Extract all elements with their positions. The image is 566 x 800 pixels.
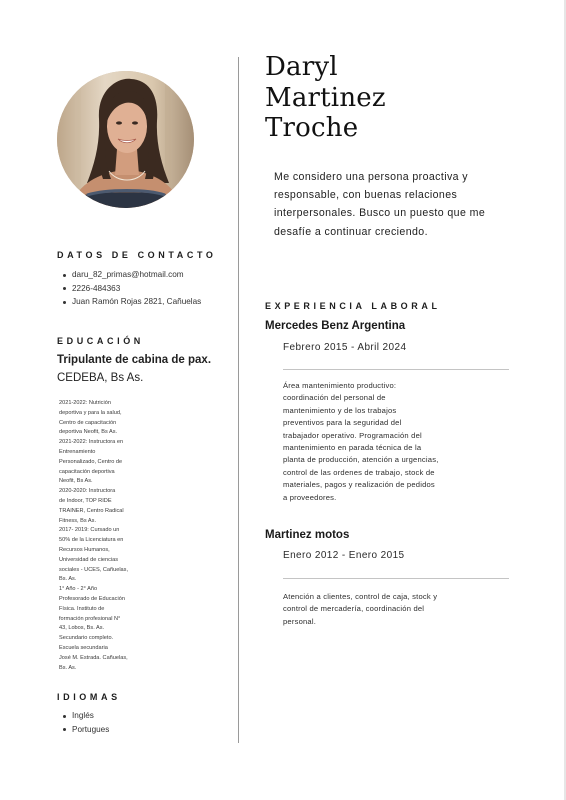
education-detail-line: Secundario completo.: [59, 635, 114, 642]
job-description: [283, 591, 463, 628]
profile-line: Me considero una persona proactiva y: [274, 171, 469, 183]
education-detail-line: Fitness, Bs As.: [59, 517, 96, 524]
education-detail-line: Entrenamiento: [59, 448, 96, 455]
job-description-line: mantenimiento y de los trabajos: [283, 405, 397, 415]
education-detail-line: Universidad de ciencias: [59, 556, 119, 563]
education-heading: [57, 352, 217, 387]
language-item: Portugues: [62, 723, 109, 737]
education-detail-line: TRAINER, Centro Radical: [59, 507, 124, 514]
profile-line: desafíe a continuar creciendo.: [274, 225, 428, 238]
job-description-line: preventivos para la seguridad del: [283, 418, 402, 428]
education-institution: CEDEBA, Bs As.: [57, 371, 144, 384]
education-details: [59, 399, 151, 673]
education-section-title: EDUCACIÓN: [57, 336, 144, 346]
education-detail-line: de Indoor, TOP RIDE: [59, 497, 112, 504]
education-detail-line: Neofit, Bs As.: [59, 478, 93, 485]
job-company: Martinez motos: [265, 529, 350, 541]
languages-list: [62, 709, 109, 736]
education-detail-line: Bs. As.: [59, 576, 77, 583]
job-company: Mercedes Benz Argentina: [265, 320, 406, 332]
education-detail-line: 1° Año - 2° Año: [59, 586, 98, 593]
job-divider: [283, 578, 509, 579]
experience-section-title: EXPERIENCIA LABORAL: [265, 301, 441, 311]
job-description-line: coordinación del personal de: [283, 393, 386, 403]
job-description-line: planta de producción, atención a urgencias,: [283, 455, 439, 465]
job-period: Febrero 2015 - Abril 2024: [283, 342, 407, 353]
education-detail-line: Física. Instituto de: [59, 605, 105, 612]
job-description-line: personal.: [283, 616, 317, 626]
education-degree: Tripulante de cabina de pax.: [57, 354, 212, 366]
contact-list: [62, 268, 201, 309]
education-detail-line: sociales - UCES, Cañuelas,: [59, 566, 129, 573]
full-name: [265, 52, 386, 144]
profile-summary: [274, 168, 534, 241]
profile-photo-icon: [57, 71, 194, 208]
education-detail-line: José M. Estrada. Cañuelas,: [59, 654, 128, 661]
name-line: Troche: [265, 113, 359, 143]
education-detail-line: Bs. As.: [59, 664, 77, 671]
education-detail-line: Profesorado de Educación: [59, 595, 125, 602]
job-description-line: mantenimiento en parada técnica de la: [283, 443, 422, 453]
education-detail-line: 2021-2022: Instructora en: [59, 439, 124, 446]
profile-line: responsable, con buenas relaciones: [274, 189, 458, 202]
education-detail-line: Escuela secundaria: [59, 644, 108, 651]
education-detail-line: Recursos Humanos,: [59, 546, 110, 553]
contact-phone: 2226-484363: [62, 282, 201, 296]
education-detail-line: Centro de capacitación: [59, 419, 117, 426]
contact-section-title: DATOS DE CONTACTO: [57, 250, 217, 260]
job-description-line: control de las ordenes de trabajo, stock de: [283, 467, 435, 477]
name-line: Daryl: [265, 52, 338, 82]
profile-line: interpersonales. Busco un puesto que me: [274, 207, 486, 220]
job-period: Enero 2012 - Enero 2015: [283, 550, 405, 561]
job-description-line: Área mantenimiento productivo:: [283, 381, 397, 390]
column-divider: [238, 57, 239, 743]
education-detail-line: Personalizado, Centro de: [59, 458, 123, 465]
contact-address: Juan Ramón Rojas 2821, Cañuelas: [62, 295, 201, 309]
job-divider: [283, 369, 509, 370]
education-detail-line: 43, Lobos, Bs. As.: [59, 625, 105, 632]
language-item: Inglés: [62, 709, 109, 723]
languages-section-title: IDIOMAS: [57, 692, 121, 702]
education-detail-line: 2020-2020: Instructora: [59, 488, 116, 495]
job-description-line: control de mercadería, coordinación del: [283, 604, 425, 614]
education-detail-line: capacitación deportiva: [59, 468, 115, 475]
education-detail-line: 2017- 2019: Cursado un: [59, 527, 120, 534]
education-detail-line: 50% de la Licenciatura en: [59, 537, 124, 544]
education-detail-line: deportiva y para la salud,: [59, 409, 122, 416]
job-description-line: a proveedores.: [283, 492, 337, 502]
job-description-line: Atención a clientes, control de caja, stock y: [283, 592, 438, 601]
name-line: Martinez: [265, 82, 386, 113]
education-detail-line: formación profesional N°: [59, 615, 121, 622]
job-description-line: materiales, pagos y realización de pedidos: [283, 480, 435, 490]
contact-email: daru_82_primas@hotmail.com: [62, 268, 201, 282]
job-description-line: trabajador operativo. Programación del: [283, 430, 422, 440]
job-description: [283, 380, 463, 504]
education-detail-line: deportiva Neofit, Bs As.: [59, 429, 118, 436]
profile-photo: [57, 71, 194, 208]
education-detail-line: 2021-2022: Nutrición: [59, 400, 111, 406]
